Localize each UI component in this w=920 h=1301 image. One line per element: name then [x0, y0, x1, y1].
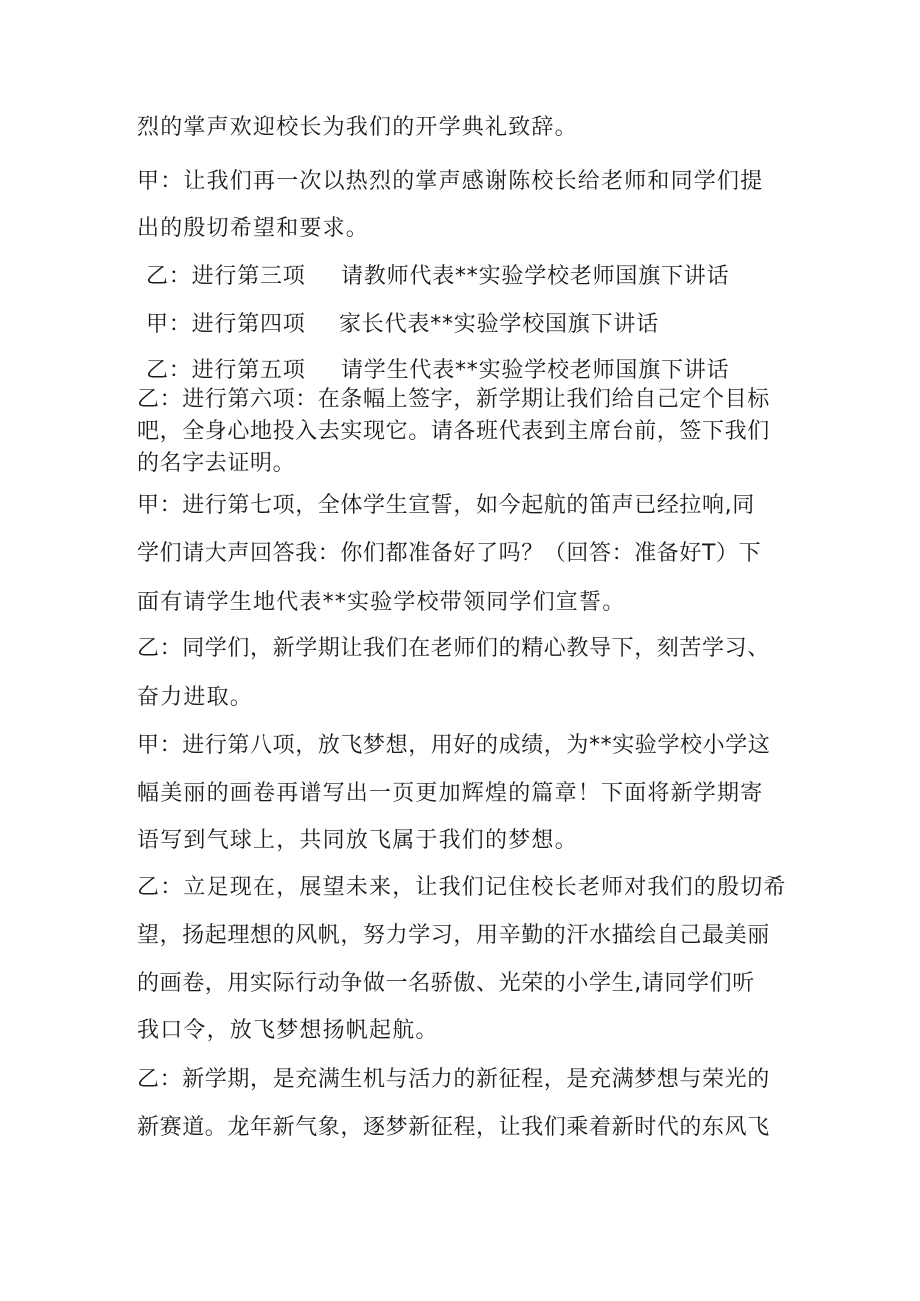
text-line: 的名字去证明。: [137, 451, 296, 476]
text-line: 我口令，放飞梦想扬帆起航。: [137, 1018, 439, 1043]
text-line: 学们请大声回答我：你们都准备好了吗？（回答：准备好T）下: [137, 541, 762, 566]
text-line: 的画卷，用实际行动争做一名骄傲、光荣的小学生,请同学们听: [137, 971, 755, 996]
text-line: 乙：新学期，是充满生机与活力的新征程，是充满梦想与荣光的: [137, 1067, 770, 1092]
text-line: 新赛道。龙年新气象，逐梦新征程，让我们乘着新时代的东风飞: [137, 1115, 770, 1140]
program-item-content: 请学生代表**实验学校老师国旗下讲话: [341, 358, 730, 383]
text-line: 语写到气球上，共同放飞属于我们的梦想。: [137, 828, 578, 853]
program-item-label: 乙：进行第三项: [146, 264, 306, 289]
text-line: 吧，全身心地投入去实现它。请各班代表到主席台前，签下我们: [137, 419, 770, 444]
text-line: 望，扬起理想的风帆，努力学习，用辛勤的汗水描绘自己最美丽: [137, 923, 770, 948]
program-item-content: 请教师代表**实验学校老师国旗下讲话: [341, 264, 730, 289]
text-line: 乙：同学们，新学期让我们在老师们的精心教导下，刻苦学习、: [137, 636, 770, 661]
text-line: 甲：让我们再一次以热烈的掌声感谢陈校长给老师和同学们提: [137, 169, 764, 194]
text-line: 幅美丽的画卷再谱写出一页更加辉煌的篇章！下面将新学期寄: [137, 781, 764, 806]
program-item-content: 家长代表**实验学校国旗下讲话: [339, 312, 660, 337]
text-line: 甲：进行第八项，放飞梦想，用好的成绩，为**实验学校小学这: [137, 733, 771, 758]
text-line: 奋力进取。: [137, 685, 254, 710]
text-line: 面有请学生地代表**实验学校带领同学们宣誓。: [137, 590, 626, 615]
text-line: 乙：进行第六项：在条幅上签字，新学期让我们给自己定个目标: [137, 387, 770, 412]
text-line: 甲：进行第七项，全体学生宣誓，如今起航的笛声已经拉响,同: [137, 493, 755, 518]
text-line: 出的殷切希望和要求。: [137, 216, 370, 241]
text-line: 乙：立足现在，展望未来，让我们记住校长老师对我们的殷切希: [137, 875, 787, 900]
program-item-label: 甲：进行第四项: [146, 312, 306, 337]
program-item-label: 乙：进行第五项: [146, 358, 306, 383]
text-line: 烈的掌声欢迎校长为我们的开学典礼致辞。: [137, 115, 578, 140]
